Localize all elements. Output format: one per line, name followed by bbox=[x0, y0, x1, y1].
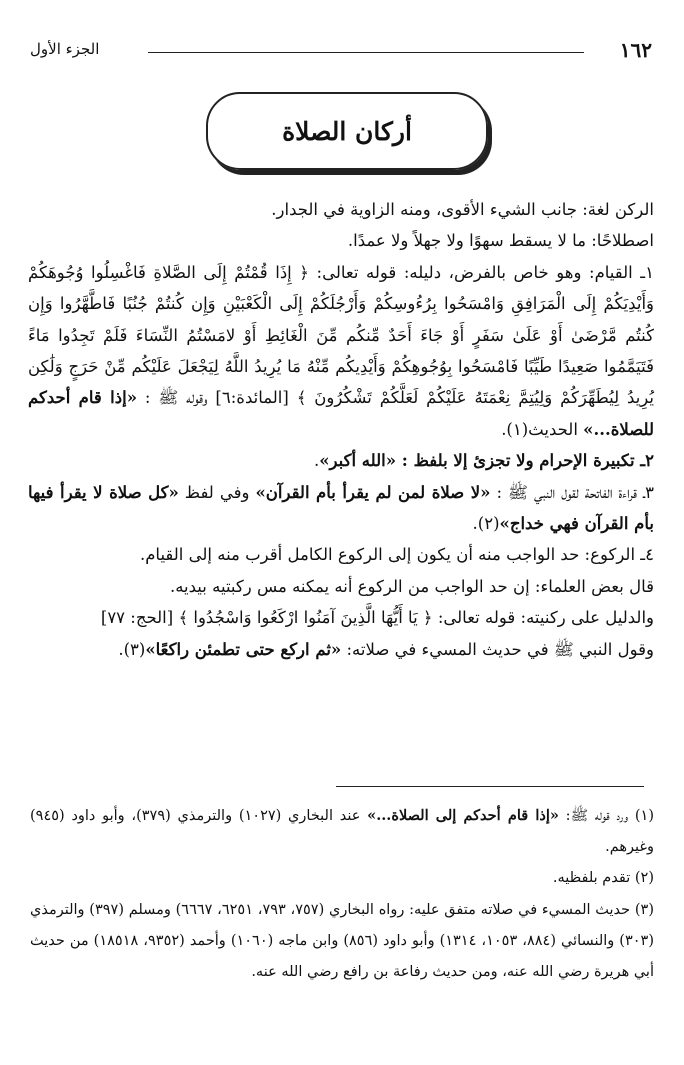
pillar-ruku: ٤ـ الركوع: حد الواجب منه أن يكون إلى الركوع الكامل أقرب منه إلى القيام. bbox=[139, 545, 654, 565]
pillar-fatiha bbox=[28, 477, 654, 540]
footnotes bbox=[30, 800, 654, 988]
scholars-note: قال بعض العلماء: إن حد الواجب من الركوع أنه يمكنه مس ركبتيه بيديه. bbox=[169, 576, 654, 596]
takbir-quote: «الله أكبر» bbox=[319, 451, 397, 471]
footnote-2: (٢) تقدم بلفظيه. bbox=[552, 870, 654, 887]
footnote-rule bbox=[336, 786, 644, 787]
pillar-qiyam-tail: الحديث(١). bbox=[501, 419, 584, 439]
ruku-evidence bbox=[28, 602, 654, 633]
pillar-takbir bbox=[28, 445, 654, 476]
main-text bbox=[28, 194, 654, 665]
part-title: الجزء الأول bbox=[30, 40, 100, 58]
hadith-quote: «إذا قام أحدكم للصلاة...» bbox=[28, 388, 654, 439]
pillar-qiyam-lead: ١ـ القيام: وهو خاص بالفرض، دليله: قوله تعالى: bbox=[308, 262, 655, 282]
pillar-fatiha-tail: (٢). bbox=[472, 514, 500, 534]
definition-lugha: الركن لغة: جانب الشيء الأقوى، ومنه الزاوية في الجدار. bbox=[271, 200, 654, 219]
pillar-qiyam bbox=[28, 257, 654, 445]
verse-reference: [المائدة:٦] وقوله ﷺ : bbox=[137, 388, 297, 408]
footnote-1-tail: عند البخاري (١٠٢٧) والترمذي (٣٧٩)، وأبو داود (٩٤٥) وغيرهم. bbox=[30, 808, 654, 856]
quran-verse: ﴿ إِذَا قُمْتُمْ إِلَى الصَّلاةِ فَاغْسِلُوا وُجُوهَكُمْ وَأَيْدِيَكُمْ إِلَى الْمَرَافِقِ وَامْسَحُوا بِرُءُوسِكُمْ وَأَرْجُلَكُمْ إِلَى الْكَعْبَيْنِ وَإِن كُنتُمْ جُنُبًا فَاطَّهَّرُوا وَإِن كُنتُم مَّرْضَىٰ أَوْ عَلَىٰ سَفَرٍ أَوْ جَاءَ أَحَدٌ مِّنكُم مِّنَ الْغَائِطِ أَوْ لامَسْتُمُ النِّسَاءَ فَلَمْ تَجِدُوا مَاءً فَتَيَمَّمُوا صَعِيدًا طَيِّبًا فَامْسَحُوا بِوُجُوهِكُمْ وَأَيْدِيكُم مِّنْهُ مَا يُرِيدُ اللَّهُ لِيَجْعَلَ عَلَيْكُم مِّنْ حَرَجٍ وَلَٰكِن يُرِيدُ لِيُطَهِّرَكُمْ وَلِيُتِمَّ نِعْمَتَهُ عَلَيْكُمْ لَعَلَّكُمْ تَشْكُرُونَ ﴾ bbox=[28, 262, 654, 408]
chapter-title: أركان الصلاة bbox=[282, 116, 412, 146]
footnote-1-quote: «إذا قام أحدكم إلى الصلاة...» bbox=[367, 807, 559, 824]
ruku-hadith-quote: «ثم اركع حتى تطمئن راكعًا» bbox=[145, 639, 342, 659]
chapter-title-box bbox=[206, 92, 488, 170]
hadith-quote-1: «لا صلاة لمن لم يقرأ بأم القرآن» bbox=[255, 482, 491, 502]
ruku-verse-ref: [الحج: ٧٧] bbox=[100, 608, 179, 628]
pillar-fatiha-mid: وفي لفظ bbox=[178, 482, 256, 502]
running-header bbox=[28, 34, 656, 64]
pillar-takbir-tail: . bbox=[313, 451, 320, 471]
hadith-quote-2: «كل صلاة لا يقرأ فيها بأم القرآن فهي خداج» bbox=[28, 482, 654, 534]
ruku-hadith bbox=[28, 634, 654, 665]
pillar-takbir-lead: ٢ـ تكبيرة الإحرام ولا تجزئ إلا بلفظ : bbox=[396, 451, 654, 471]
page-number: ١٦٢ bbox=[619, 38, 652, 62]
footnote-3: (٣) حديث المسيء في صلاته متفق عليه: رواه البخاري (٧٥٧، ٧٩٣، ٦٢٥١، ٦٦٦٧) ومسلم (٣٩٧) والترمذي (٣٠٣) والنسائي (٨٨٤، ١٠٥٣، ١٣١٤) وأبو داود (٨٥٦) وابن ماجه (١٠٦٠) وأحمد (٩٣٥٢، ١٨٥١٨) من حديث أبي هريرة رضي الله عنه، ومن حديث رفاعة بن رافع رضي الله عنه. bbox=[30, 901, 655, 981]
ruku-verse: ﴿ يَا أَيُّهَا الَّذِينَ آمَنُوا ارْكَعُوا وَاسْجُدُوا ﴾ bbox=[178, 608, 433, 628]
pillar-fatiha-lead: ٣ـ قراءة الفاتحة لقول النبي ﷺ : bbox=[490, 482, 654, 502]
footnote-1 bbox=[30, 800, 654, 863]
ruku-evidence-lead: والدليل على ركنيته: قوله تعالى: bbox=[432, 608, 654, 628]
header-rule bbox=[148, 52, 584, 53]
footnote-1-lead: (١) ورد قوله ﷺ: bbox=[558, 808, 654, 824]
definition-istilah: اصطلاحًا: ما لا يسقط سهوًا ولا جهلاً ولا عمدًا. bbox=[347, 231, 654, 251]
ruku-hadith-lead: وقول النبي ﷺ في حديث المسيء في صلاته: bbox=[341, 639, 654, 659]
ruku-hadith-tail: (٣). bbox=[118, 639, 146, 659]
